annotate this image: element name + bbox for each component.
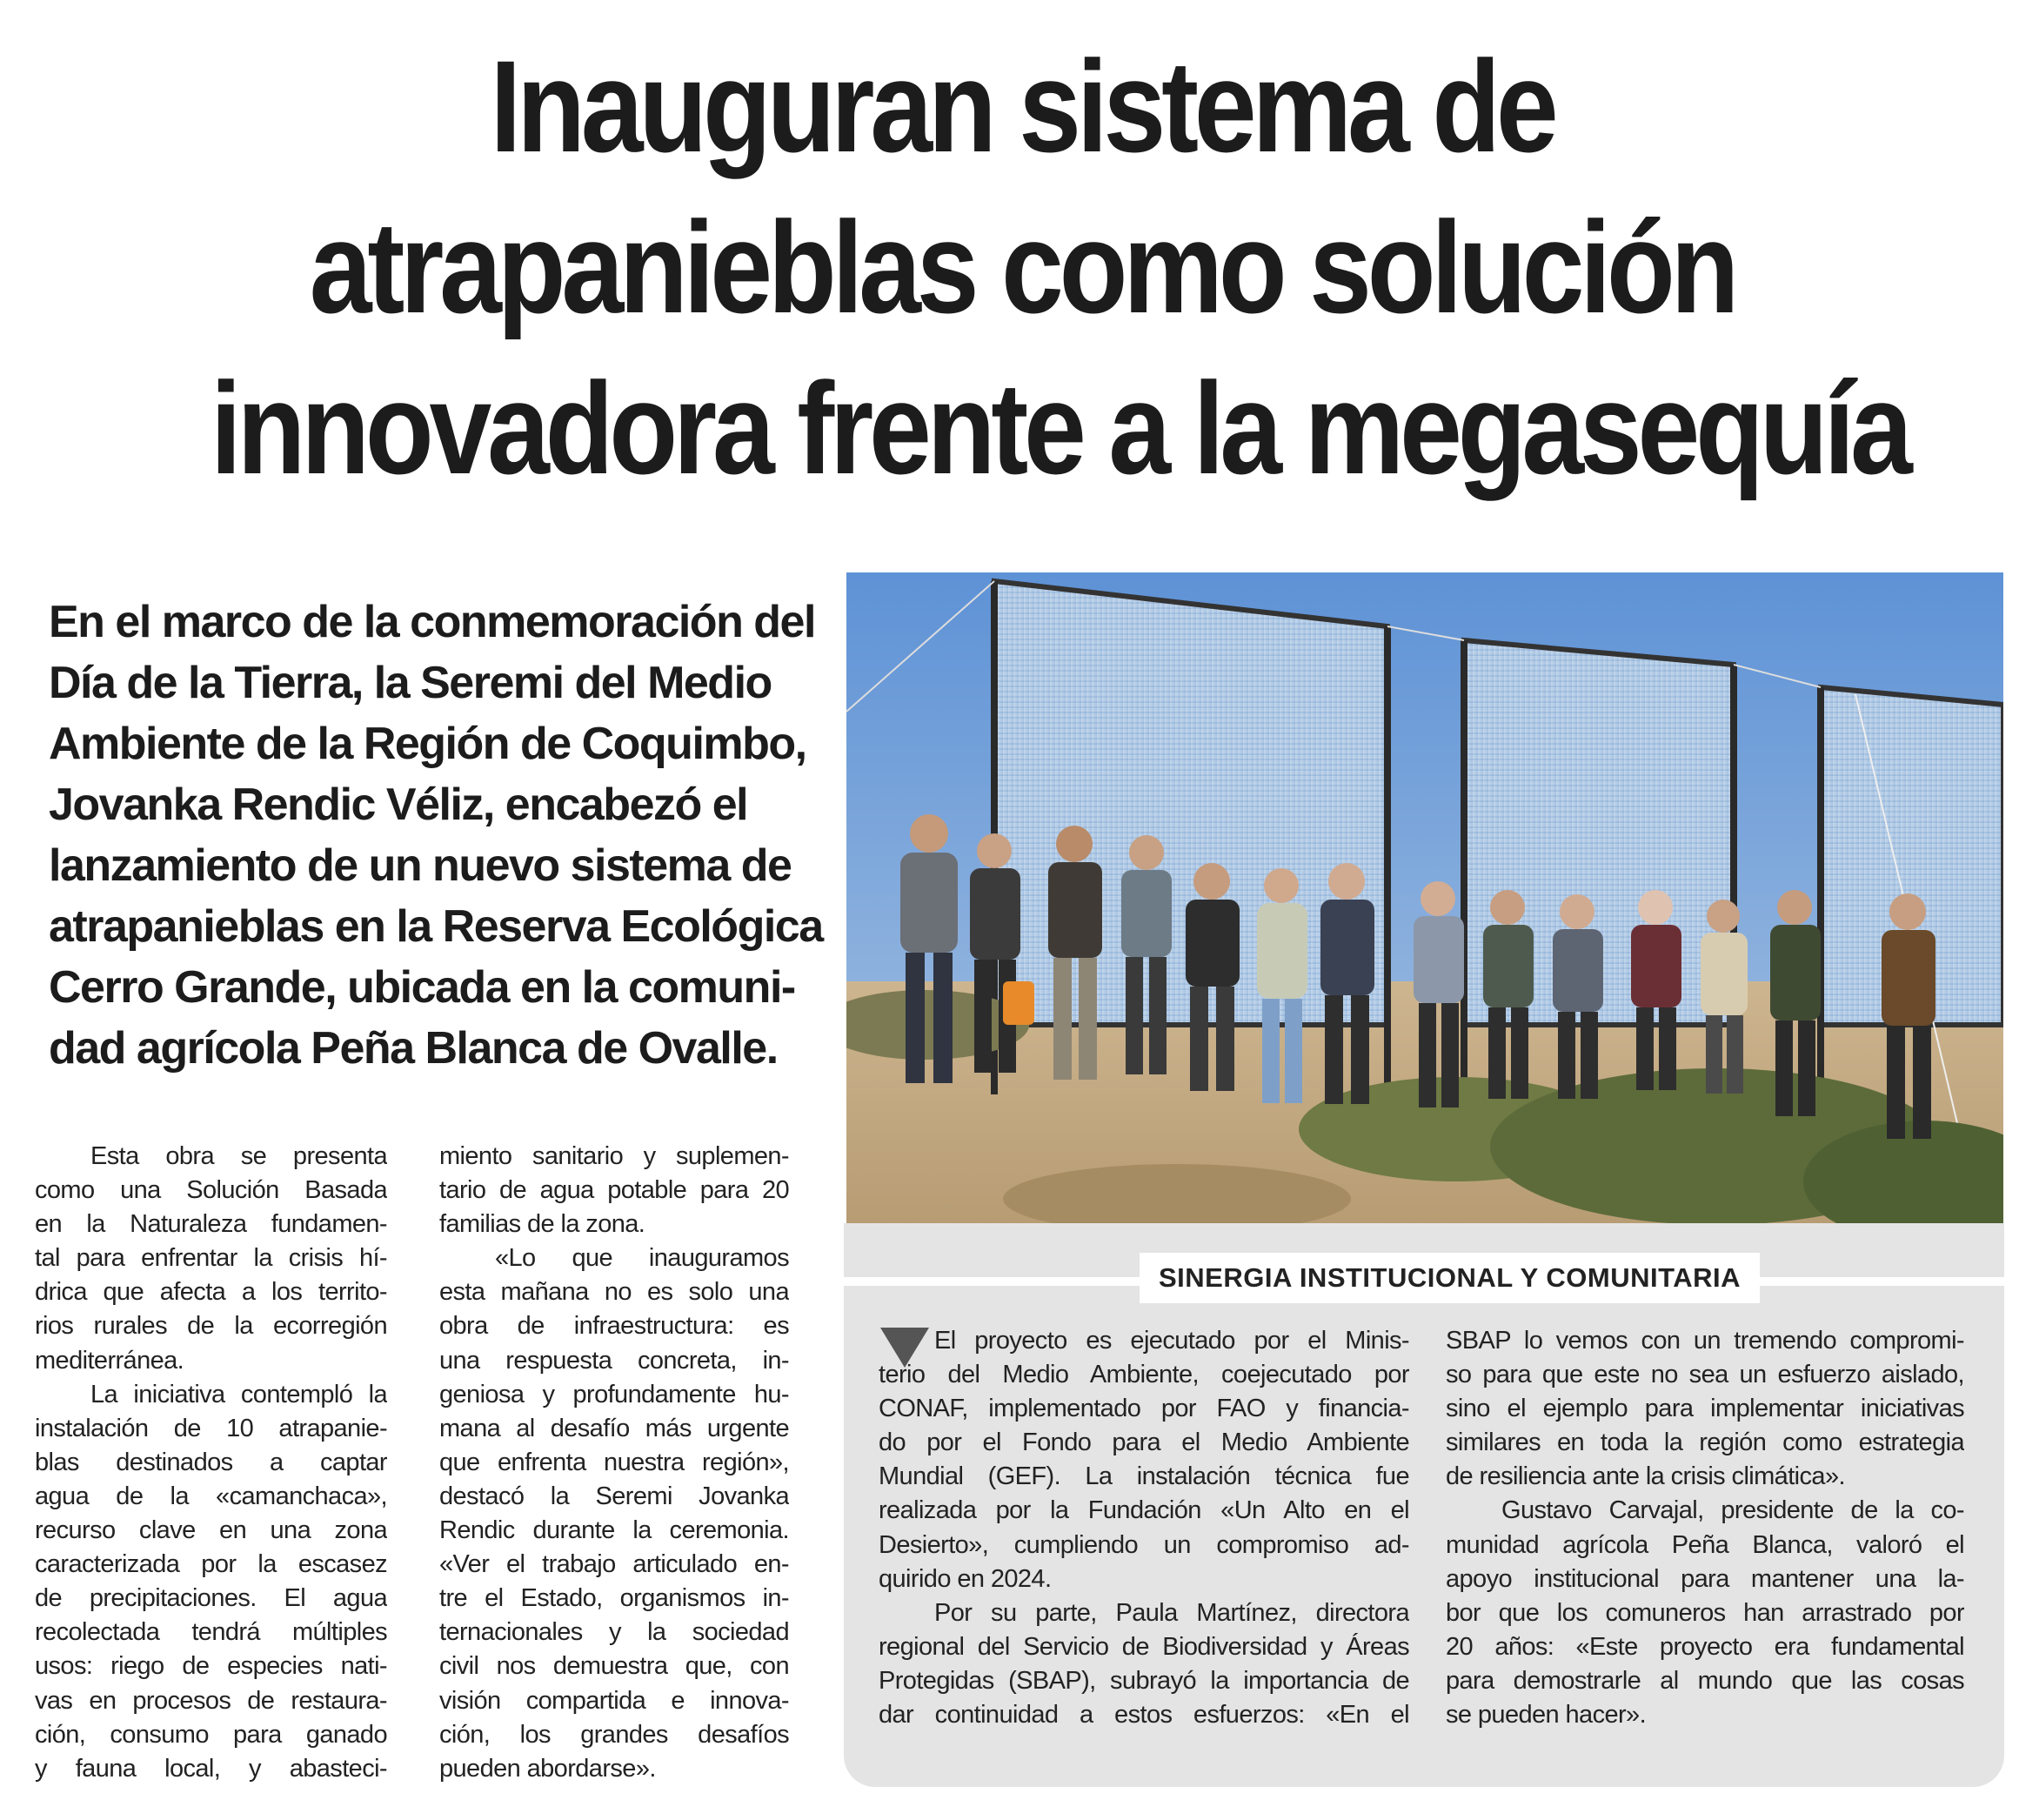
body-line: tario de agua potable para 20 [439, 1176, 789, 1205]
sidebar-line: 20 años: «Este proyecto era fundamental [1446, 1632, 1964, 1661]
body-line: que enfrenta nuestra región», [439, 1448, 789, 1476]
body-line: ternacionales y la sociedad [439, 1618, 789, 1647]
sidebar-line: SBAP lo vemos con un tremendo compromi- [1446, 1327, 1964, 1355]
sidebar-line: dar continuidad a estos esfuerzos: «En el [879, 1701, 1409, 1730]
sidebar-line: Desierto», cumpliendo un compromiso ad- [879, 1530, 1409, 1559]
body-line: como una Solución Basada [35, 1176, 387, 1205]
body-line: ción, los grandes desafíos [439, 1720, 789, 1749]
body-line: Esta obra se presenta [90, 1142, 387, 1170]
body-line: blas destinados a captar [35, 1448, 387, 1476]
lead-line: Cerro Grande, ubicada en la comuni- [49, 962, 795, 1013]
body-line: y fauna local, y abasteci- [35, 1754, 387, 1783]
body-line: rios rurales de la ecorregión [35, 1312, 387, 1341]
sidebar-line: se pueden hacer». [1446, 1701, 1647, 1730]
sidebar-line: regional del Servicio de Biodiversidad y Áreas [879, 1632, 1409, 1661]
body-line: tre el Estado, organismos in- [439, 1584, 789, 1613]
headline-line-2: atrapanieblas como solución [309, 194, 1735, 340]
sidebar-line: so para que este no sea un esfuerzo aislado, [1446, 1361, 1964, 1389]
sidebar-line: Por su parte, Paula Martínez, directora [934, 1598, 1409, 1627]
body-line: usos: riego de especies nati- [35, 1652, 387, 1681]
body-line: «Ver el trabajo articulado en- [439, 1550, 789, 1579]
body-column-1 [35, 1140, 387, 1786]
lead-line: Ambiente de la Región de Coquimbo, [49, 719, 806, 769]
body-line: familias de la zona. [439, 1210, 645, 1239]
sidebar-line: realizada por la Fundación «Un Alto en el [879, 1496, 1409, 1525]
body-line: Rendic durante la ceremonia. [439, 1516, 789, 1545]
body-line: recolectada tendrá múltiples [35, 1618, 387, 1647]
sidebar-line: Protegidas (SBAP), subrayó la importancia de [879, 1666, 1409, 1695]
body-line: agua de la «camanchaca», [35, 1482, 387, 1510]
sidebar-line: terio del Medio Ambiente, coejecutado por [879, 1361, 1409, 1389]
body-line: miento sanitario y suplemen- [439, 1142, 789, 1170]
lead-line: dad agrícola Peña Blanca de Ovalle. [49, 1023, 778, 1074]
sidebar-line: CONAF, implementado por FAO y financia- [879, 1395, 1409, 1423]
body-line: una respuesta concreta, in- [439, 1346, 789, 1375]
body-line: tal para enfrentar la crisis hí- [35, 1244, 387, 1273]
sidebar-line: quirido en 2024. [879, 1564, 1052, 1593]
body-line: pueden abordarse». [439, 1754, 656, 1783]
sidebar-line: para demostrarle al mundo que las cosas [1446, 1666, 1964, 1695]
body-line: visión compartida e innova- [439, 1686, 789, 1715]
lead-line: lanzamiento de un nuevo sistema de [49, 840, 792, 891]
body-line: civil nos demuestra que, con [439, 1652, 789, 1681]
sidebar-line: apoyo institucional para mantener una la- [1446, 1564, 1964, 1593]
body-line: instalación de 10 atrapanie- [35, 1414, 387, 1442]
body-line: drica que afecta a los territo- [35, 1278, 387, 1307]
sidebar-line: Mundial (GEF). La instalación técnica fue [879, 1462, 1409, 1491]
body-line: mediterránea. [35, 1346, 184, 1375]
body-line: ción, consumo para ganado [35, 1720, 387, 1749]
body-line: recurso clave en una zona [35, 1516, 387, 1545]
lead-line: atrapanieblas en la Reserva Ecológica [49, 901, 823, 952]
body-column-2 [439, 1140, 789, 1786]
sidebar-line: sino el ejemplo para implementar iniciativas [1446, 1395, 1964, 1423]
body-line: La iniciativa contempló la [90, 1380, 387, 1408]
headline-line-3: innovadora frente a la megasequía [210, 355, 1909, 501]
lead-line: En el marco de la conmemoración del [49, 597, 815, 647]
body-line: geniosa y profundamente hu- [439, 1380, 789, 1408]
sidebar-line: de resiliencia ante la crisis climática». [1446, 1462, 1845, 1491]
lead-line: Día de la Tierra, la Seremi del Medio [49, 658, 772, 708]
lead-paragraph [49, 592, 823, 1079]
body-line: de precipitaciones. El agua [35, 1584, 387, 1613]
sidebar-line: bor que los comuneros han arrastrado por [1446, 1598, 1964, 1627]
sidebar-line: El proyecto es ejecutado por el Minis- [934, 1327, 1409, 1355]
body-line: vas en procesos de restaura- [35, 1686, 387, 1715]
sidebar-line: do por el Fondo para el Medio Ambiente [879, 1429, 1409, 1457]
body-line: caracterizada por la escasez [35, 1550, 387, 1579]
headline [210, 26, 1909, 509]
body-line: esta mañana no es solo una [439, 1278, 789, 1307]
body-line: destacó la Seremi Jovanka [439, 1482, 789, 1510]
body-line: en la Naturaleza fundamen- [35, 1210, 387, 1239]
headline-line-1: Inauguran sistema de [490, 33, 1554, 179]
sidebar-line: munidad agrícola Peña Blanca, valoró el [1446, 1530, 1964, 1559]
body-line: mana al desafío más urgente [439, 1414, 789, 1442]
sidebar-title: SINERGIA INSTITUCIONAL Y COMUNITARIA [1140, 1253, 1760, 1303]
sidebar-line: Gustavo Carvajal, presidente de la co- [1501, 1496, 1964, 1525]
photo-fog-catchers-group [846, 572, 2003, 1223]
sidebar-column-1 [879, 1324, 1409, 1732]
body-line: «Lo que inauguramos [495, 1244, 789, 1273]
sidebar-column-2 [1446, 1324, 1964, 1732]
lead-line: Jovanka Rendic Véliz, encabezó el [49, 780, 748, 830]
sidebar-line: similares en toda la región como estrategia [1446, 1429, 1964, 1457]
body-line: obra de infraestructura: es [439, 1312, 789, 1341]
